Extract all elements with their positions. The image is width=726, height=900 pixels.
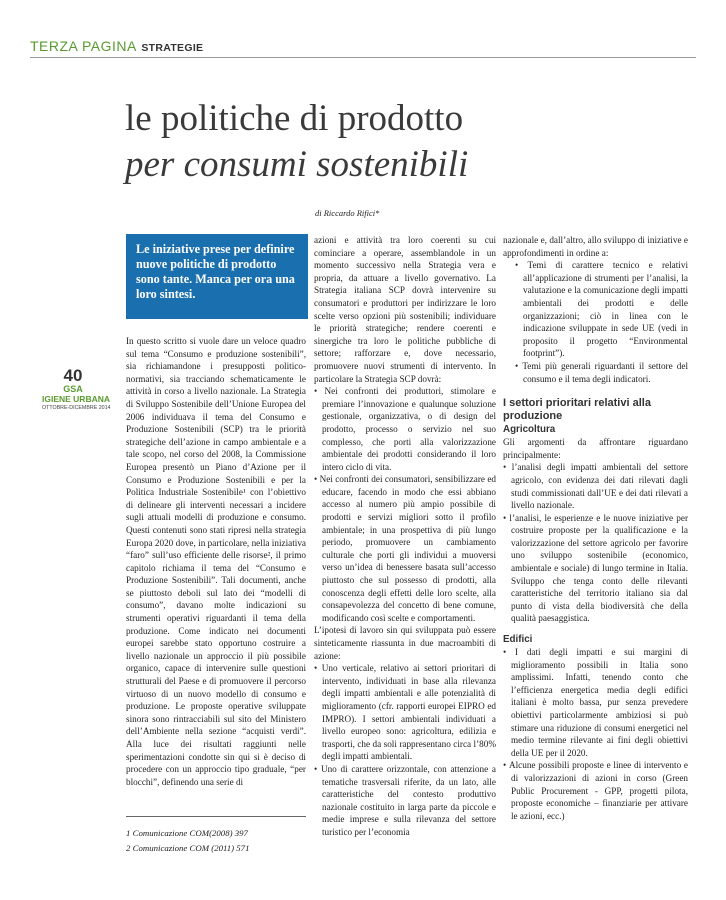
bullet-item: • I dati degli impatti e sui margini di miglioramento possibili in Italia sono amplissimi. Infatti, tenendo conto che l’efficienza energetica media degli edifici italiani è molto bassa, pur senza prevedere obiettivi particolarmente ambiziosi si può stimare una riduzione di consumi energetici nel medio termine rilevante ai fini degli obiettivi della UE per il 2020. [503, 646, 688, 759]
page-marker [42, 366, 111, 412]
magazine-issue: IGIENE URBANA [42, 394, 111, 404]
body-paragraph: azioni e attività tra loro coerenti su cui cominciare a operare, assemblandole in un momento successivo nella Strategia vera e propria, da attuare a livello governativo. La Strategia italiana SCP dovrà intervenire su consumatori e produttori per indirizzare le loro scelte verso opzioni più sostenibili; individuare le priorità strategiche; rendere coerenti e sinergiche tra loro le politiche pubbliche di settore; rafforzare e, dove necessario, promuovere nuovi strumenti di intervento. In particolare la Strategia SCP dovrà: [314, 235, 496, 384]
bullet-item: • l’analisi, le esperienze e le nuove iniziative per costruire proposte per la qualificazione e la valorizzazione del settore agricolo per favorire uno sviluppo sostenibile (economico, ambientale e sociale) di lungo termine in Italia. Sviluppo che tenga conto delle rilevanti caratteristiche del territorio italiano sia dal punto di vista della biodiversità che della qualità paesaggistica. [503, 512, 688, 625]
byline: di Riccardo Rifici* [315, 208, 380, 218]
body-paragraph: In questo scritto si vuole dare un veloce quadro sul tema “Consumo e produzione sostenibili”, sia richiamandone i presupposti politico-normativi, sia tracciando schematicamente le attività in corso a livello nazionale. La Strategia di Sviluppo Sostenibile dell’Unione Europea del 2006 individuava il tema del Consumo e Produzione Sostenibili (SCP) tra le priorità strategiche dell’azione in campo ambientale e a tale scopo, nel corso del 2008, la Commissione Europea presentò un Piano d’Azione per il Consumo e Produzione Sostenibili e per la Politica Industriale Sostenibile¹ con l’obiettivo di delineare gli interventi necessari a incidere sugli attuali modelli di produzione e consumo. Questi contenuti sono stati ripresi nella strategia Europa 2020 dove, in particolare, nella iniziativa “faro” sull’uso efficiente delle risorse², il primo capitolo richiama il tema del “Consumo e Produzione Sostenibili”. Tali documenti, anche se piuttosto deboli sul lato dei “modelli di consumo”, davano molte indicazioni su strumenti operativi riguardanti il tema della produzione. Come indicato nei documenti europei sarebbe stato opportuno costruire a livello nazionale un approccio il più possibile organico, capace di intervenire sulle questioni strutturali del Paese e di promuovere il percorso virtuoso di un nuovo modello di consumo e produzione. Le proposte operative sviluppate sinora sono rintracciabili sul sito del Ministero dell’Ambiente nella sezione “acquisti verdi”. Alla luce dei risultati raggiunti nelle sperimentazioni condotte sin qui si è deciso di procedere con un approccio tipo graduale, “per blocchi”, definendo una serie di [126, 336, 306, 787]
bullet-list [503, 646, 688, 822]
bullet-item: • l’analisi degli impatti ambientali del settore agricolo, con evidenza dei dati rilevati dagli studi commissionati dall’UE e dei dati rilevati a livello nazionale. [503, 461, 688, 511]
bullet-item: • Temi di carattere tecnico e relativi all’applicazione di strumenti per l’analisi, la valutazione e la comunicazione degli impatti ambientali dei prodotti e delle organizzazioni; ciò in linea con le indicazione sviluppate in sede UE (vedi in proposito il progetto “Environmental footprint”). [503, 259, 688, 360]
bullet-item: • Alcune possibili proposte e linee di intervento e di valorizzazioni di azioni in corso (Green Public Procurement - GPP, progetti pilota, proposte economiche – finanziarie per attivare le azioni, ecc.) [503, 759, 688, 822]
section-header [30, 38, 203, 56]
bullet-list [314, 662, 496, 838]
issue-date: OTTOBRE-DICEMBRE 2014 [42, 405, 111, 411]
footnotes [126, 826, 311, 856]
page-number: 40 [63, 366, 83, 385]
footnote: 1 Comunicazione COM(2008) 397 [126, 828, 248, 838]
column-2 [314, 234, 496, 839]
header-rule [30, 57, 696, 58]
footnote-rule [126, 816, 306, 817]
column-3 [503, 234, 688, 822]
bullet-item: • Nei confronti dei consumatori, sensibilizzare ed educare, facendo in modo che essi abbiano accesso al numero più ampio possibile di prodotti e servizi migliori sotto il profilo ambientale; in una prospettiva di più lungo periodo, promuovere un cambiamento culturale che porti gli individui a muoversi verso un’idea di benessere basata sull’accesso piuttosto che sul possesso di prodotti, alla conoscenza degli effetti delle loro scelte, alla consapevolezza del concetto di bene comune, modificando così scelte e comportamenti. [314, 473, 496, 624]
subsection-label: STRATEGIE [141, 42, 204, 54]
section-heading: I settori prioritari relativi alla produzione [503, 397, 651, 423]
bullet-item: • Uno di carattere orizzontale, con attenzione a tematiche trasversali riferite, da un lato, alle caratteristiche del contesto produttivo nazionale costituito in larga parte da piccole e medie imprese e sulla rilevanza del settore turistico per l’economia [314, 763, 496, 839]
magazine-name: GSA [63, 384, 83, 394]
lead-box [126, 234, 308, 319]
subsection-heading-agricoltura: Agricoltura [503, 424, 556, 436]
bullet-list [314, 385, 496, 624]
footnote: 2 Comunicazione COM (2011) 571 [126, 843, 250, 853]
article-subtitle: per consumi sostenibili [125, 144, 469, 185]
body-paragraph: nazionale e, dall’altro, allo sviluppo di iniziative e approfondimenti in ordine a: [503, 235, 688, 258]
body-paragraph: Gli argomenti da affrontare riguardano principalmente: [503, 437, 688, 460]
bullet-item: • Nei confronti dei produttori, stimolare e premiare l’innovazione e qualunque soluzione gestionale, organizzativa, o di design del prodotto, processo o servizio nel suo complesso, che porti alla valorizzazione ambientale dei prodotti considerando il loro intero ciclo di vita. [314, 385, 496, 473]
column-1 [126, 335, 306, 788]
lead-text: Le iniziative prese per definire nuove politiche di prodotto sono tante. Manca per ora una loro sintesi. [136, 242, 295, 301]
bullet-list [503, 259, 688, 385]
bullet-item: • Temi più generali riguardanti il settore del consumo e il tema degli indicatori. [503, 360, 688, 385]
article-title: le politiche di prodotto [125, 98, 464, 139]
body-paragraph: L’ipotesi di lavoro sin qui sviluppata può essere sinteticamente riassunta in due macroambiti di azione: [314, 625, 496, 661]
subsection-heading-edifici: Edifici [503, 634, 533, 646]
bullet-item: • Uno verticale, relativo ai settori prioritari di intervento, individuati in base alla rilevanza degli impatti ambientali e alle potenzialità di miglioramento (cfr. rapporti europei EIPRO ed IMPRO). I settori ambientali individuati a livello europeo sono: agricoltura, edilizia e trasporti, che da soli rappresentano circa l’80% degli impatti ambientali. [314, 662, 496, 763]
bullet-list [503, 461, 688, 625]
section-label: TERZA PAGINA [30, 38, 137, 54]
